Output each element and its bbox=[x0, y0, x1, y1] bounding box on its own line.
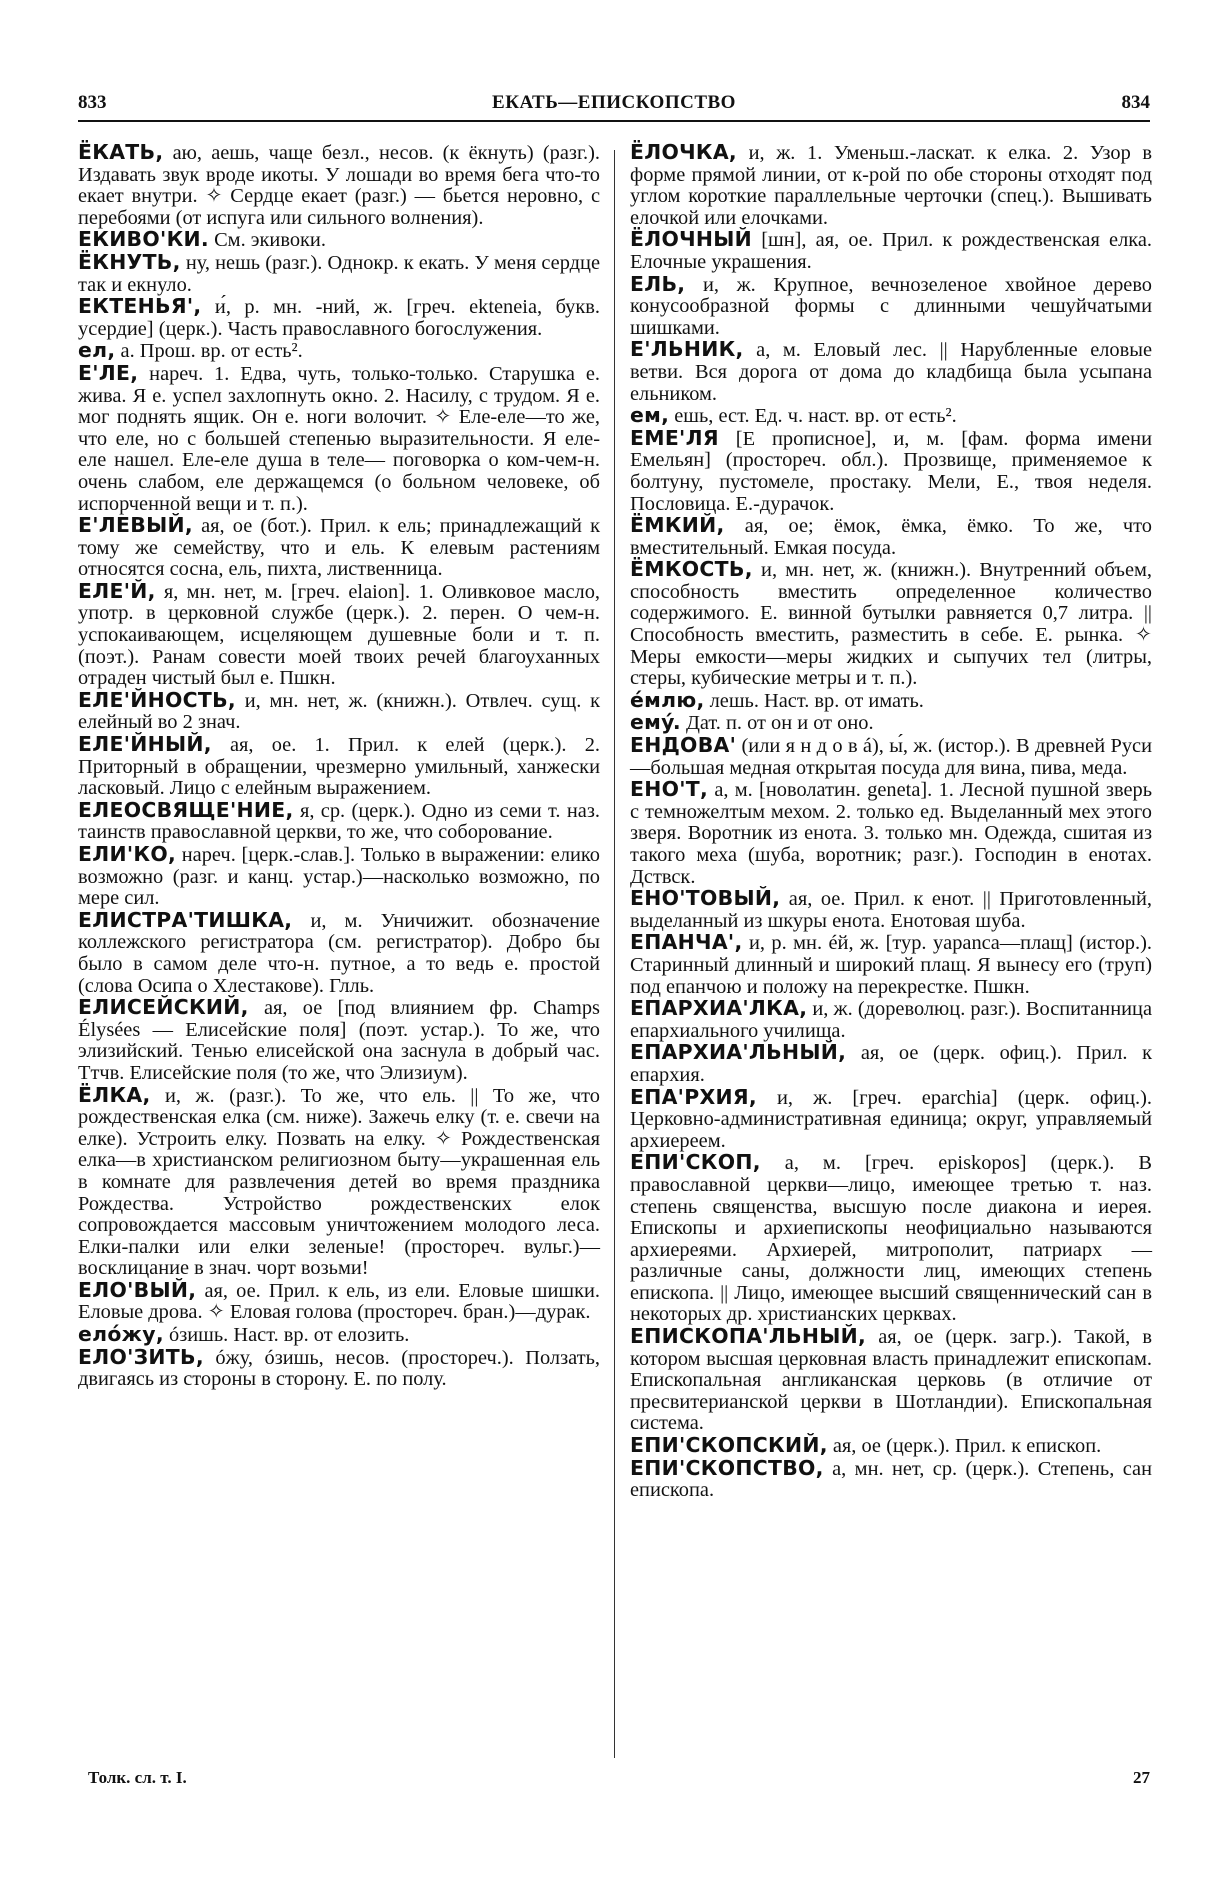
entry-definition: аю, аешь, чаще безл., несов. (к ёкнуть) (разг.). Издавать звук вроде икоты. У лошади во время бега что-то екает внутри. ✧ Сердце екает (разг.) — бьется неровно, с перебоями (от испуга или сильного волнения). bbox=[78, 142, 600, 229]
entry-headword: ел, bbox=[78, 338, 116, 363]
entry-definition: óзишь. Наст. вр. от елозить. bbox=[163, 1324, 410, 1347]
entry-headword: Е'ЛЬНИК, bbox=[630, 337, 744, 362]
entry-definition: (или я н д о в á), ы́, ж. (истор.). В древней Руси—большая медная открытая посуда для вина, пива, меда. bbox=[630, 735, 1152, 779]
dictionary-entry bbox=[630, 559, 1152, 690]
dictionary-entry bbox=[630, 425, 1152, 515]
dictionary-entry bbox=[78, 687, 600, 734]
entry-definition: и, ж. (разг.). То же, что ель. || То же, что рождественская елка (см. ниже). Зажечь елку (т. е. свечи на елке). Устроить елку. Позвать на елку. ✧ Рождественская елка—в христианском религиозном быту—украшенная ель в комнате для развлечения детей во время праздника Рождества. Устройство рождественских елок сопровождается массовым уничтожением молодого леса. Елки-палки или елки зеленые! (простореч. вульг.)— восклицание в знач. чорт возьми! bbox=[78, 1084, 600, 1280]
dictionary-entry bbox=[630, 142, 1152, 229]
entry-definition: ая, ое (церк. офиц.). Прил. к епархия. bbox=[630, 1042, 1152, 1086]
entry-headword: ЕНО'ТОВЫЙ, bbox=[630, 886, 781, 911]
entry-headword: Е'ЛЕВЫЙ, bbox=[78, 513, 193, 538]
dictionary-entry bbox=[630, 998, 1152, 1042]
entry-definition: ая, ое (бот.). Прил. к ель; принадлежащий к тому же семейству, что и ель. К елевым растениям относятся сосна, ель, пихта, лиственница. bbox=[78, 515, 600, 581]
dictionary-entry bbox=[630, 735, 1152, 779]
dictionary-entry bbox=[630, 1152, 1152, 1326]
dictionary-entry bbox=[630, 1326, 1152, 1435]
entry-headword: ЁЛОЧКА, bbox=[630, 140, 737, 164]
entry-definition: ая, ое. 1. Прил. к елей (церк.). 2. Приторный в обращении, чрезмерно умильный, ханжески ласковый. Лицо с елейным выражением. bbox=[78, 734, 600, 800]
entry-headword: ЕНДОВА' bbox=[630, 733, 737, 758]
entry-definition: и, ж. (дореволюц. разг.). Воспитанница епархиального училища. bbox=[630, 998, 1152, 1042]
entry-definition: а, м. Еловый лес. || Нарубленные еловые ветви. Вся дорога от дома до кладбища была усыпана ельником. bbox=[630, 339, 1152, 405]
entry-headword: ЕКИВО'КИ. bbox=[78, 227, 209, 252]
entry-headword: ЁМКОСТЬ, bbox=[630, 557, 753, 582]
dictionary-entry bbox=[630, 1455, 1152, 1502]
entry-definition: ну, нешь (разг.). Однокр. к екать. У меня сердце так и екнуло. bbox=[78, 251, 600, 296]
dictionary-entry bbox=[630, 712, 1152, 735]
dictionary-entry bbox=[78, 296, 600, 340]
entry-headword: ЕЛЬ, bbox=[630, 271, 686, 296]
entry-definition: нареч. 1. Едва, чуть, только-только. Старушка е. жива. Я е. успел захлопнуть окно. 2. Насилу, с трудом. Я е. мог поднять ящик. Он е. ноги волочит. ✧ Еле-еле—то же, что еле, но с большей степенью выразительности. Я еле-еле нашел. Еле-еле душа в теле— поговорка о ком-чем-н. очень слабом, еле держащемся (о больном человеке, об испорченной вещи и т. п.). bbox=[78, 362, 600, 515]
dictionary-entry bbox=[78, 907, 600, 997]
entry-headword: ЕПАРХИА'ЛКА, bbox=[630, 996, 808, 1021]
dictionary-entry bbox=[630, 932, 1152, 998]
dictionary-entry bbox=[78, 844, 600, 910]
entry-headword: ЕПИ'СКОПСКИЙ, bbox=[630, 1433, 828, 1458]
entry-definition: ая, ое (церк.). Прил. к епископ. bbox=[827, 1435, 1102, 1458]
column-divider bbox=[614, 150, 615, 1758]
entry-headword: ЕПИ'СКОПСТВО, bbox=[630, 1455, 824, 1480]
signature-mark: Толк. сл. т. I. bbox=[88, 1768, 187, 1787]
entry-headword: ЁЛКА, bbox=[78, 1082, 151, 1107]
dictionary-entry bbox=[78, 340, 600, 363]
entry-headword: елóжу, bbox=[78, 1322, 164, 1347]
entry-definition: ая, ое (церк. загр.). Такой, в котором высшая церковная власть принадлежит епископам. Епископальная англиканская церковь (в отличие от пресвитерианской церкви в Шотландии). Епископальная система. bbox=[630, 1326, 1152, 1435]
entry-headword: ЕПИ'СКОП, bbox=[630, 1150, 761, 1175]
entry-headword: ЁЛОЧНЫЙ bbox=[630, 227, 753, 252]
dictionary-entry bbox=[630, 888, 1152, 932]
entry-headword: ЕМЕ'ЛЯ bbox=[630, 425, 719, 450]
entry-definition: ая, ое [под влиянием фр. Champs Élysées — Елисейские поля] (поэт. устар.). То же, что элизийский. Тенью елисейской она заснула в добрый час. Ттчв. Елисейские поля (то же, что Элизиум). bbox=[78, 997, 600, 1084]
left-column bbox=[78, 142, 600, 1391]
page-number-left: 833 bbox=[78, 92, 107, 113]
entry-definition: [шн], ая, ое. Прил. к рождественская елка. Елочные украшения. bbox=[630, 229, 1152, 273]
dictionary-entry bbox=[78, 515, 600, 581]
entry-headword: ЁКНУТЬ, bbox=[78, 249, 181, 274]
dictionary-entry bbox=[78, 734, 600, 800]
entry-definition: а, мн. нет, ср. (церк.). Степень, сан епископа. bbox=[630, 1457, 1152, 1502]
dictionary-entry bbox=[630, 779, 1152, 888]
entry-definition: и́, р. мн. -ний, ж. [греч. ekteneia, букв. усердие] (церк.). Часть православного богослужения. bbox=[78, 296, 600, 340]
entry-headword: ЕЛЕ'ЙНОСТЬ, bbox=[78, 687, 236, 712]
entry-headword: емý. bbox=[630, 710, 681, 735]
entry-definition: и, р. мн. éй, ж. [тур. yapanca—плащ] (истор.). Старинный длинный и широкий плащ. Я вынесу его (труп) под епанчою и положу на перекрестке. Пшкн. bbox=[630, 932, 1152, 998]
entry-headword: ЁМКИЙ, bbox=[630, 513, 725, 538]
entry-definition: См. экивоки. bbox=[208, 229, 326, 252]
entry-definition: óжу, óзишь, несов. (простореч.). Ползать, двигаясь из стороны в сторону. Е. по полу. bbox=[78, 1346, 600, 1391]
dictionary-entry bbox=[78, 797, 600, 844]
entry-definition: лешь. Наст. вр. от имать. bbox=[704, 689, 924, 712]
entry-headword: ЕЛО'ЗИТЬ, bbox=[78, 1344, 204, 1369]
entry-definition: а. Прош. вр. от есть². bbox=[115, 340, 303, 363]
entry-headword: ЕКТЕНЬЯ', bbox=[78, 294, 202, 319]
entry-definition: и, мн. нет, ж. (книжн.). Внутренний объем, способность вместить определенное количество содержимого. Е. винной бутылки равняется 0,7 литра. || Способность вместить, разместить в себе. Е. рынка. ✧ Меры емкости—меры жидких и сыпучих тел (литры, стеры, кубические метры и т. п.). bbox=[630, 559, 1152, 690]
running-title: ЕКАТЬ—ЕПИСКОПСТВО bbox=[492, 92, 736, 113]
entry-definition: ая, ое. Прил. к енот. || Приготовленный, выделанный из шкуры енота. Енотовая шуба. bbox=[630, 888, 1152, 932]
entry-headword: ЕЛЕ'Й, bbox=[78, 578, 156, 603]
dictionary-entry bbox=[78, 229, 600, 252]
entry-definition: ая, ое. Прил. к ель, из ели. Еловые шишки. Еловые дрова. ✧ Еловая голова (простореч. бран.)—дурак. bbox=[78, 1279, 600, 1324]
entry-definition: ешь, ест. Ед. ч. наст. вр. от есть². bbox=[669, 405, 957, 428]
entry-definition: и, ж. Крупное, вечнозеленое хвойное дерево конусообразной формы с длинными чешуйчатыми шишками. bbox=[630, 273, 1152, 339]
entry-headword: ЕПАРХИА'ЛЬНЫЙ, bbox=[630, 1040, 847, 1065]
sheet-number: 27 bbox=[1133, 1768, 1150, 1787]
entry-headword: ЕНО'Т, bbox=[630, 777, 709, 802]
entry-headword: ЕЛИСТРА'ТИШКА, bbox=[78, 907, 293, 932]
entry-headword: ЕЛЕОСВЯЩЕ'НИЕ, bbox=[78, 797, 294, 822]
page-header bbox=[78, 86, 1150, 122]
entry-definition: и, мн. нет, ж. (книжн.). Отвлеч. сущ. к елейный во 2 знач. bbox=[78, 689, 600, 734]
entry-definition: [Е прописное], и, м. [фам. форма имени Емельян] (простореч. обл.). Прозвище, применяемое к болтуну, пустомеле, простаку. Мели, Е., твоя неделя. Пословица. Е.-дурачок. bbox=[630, 427, 1152, 515]
dictionary-entry bbox=[630, 339, 1152, 405]
dictionary-entry bbox=[78, 578, 600, 690]
dictionary-entry bbox=[630, 271, 1152, 340]
entry-headword: ЕЛИ'КО, bbox=[78, 842, 177, 866]
dictionary-entry bbox=[78, 1324, 600, 1347]
entry-definition: а, м. [новолатин. geneta]. 1. Лесной пушной зверь с темножелтым мехом. 2. только ед. Выделанный мех этого зверя. Воротник из енота. 3. только мн. Одежда, сшитая из такого меха (шуба, воротник; разг.). Господин в енотах. Дствск. bbox=[630, 779, 1152, 888]
entry-definition: а, м. [греч. episkopos] (церк.). В православной церкви—лицо, имеющее третью т. наз. степень священства, высшую после диакона и иерея. Епископы и архиепископы неофициально называются архиереями. Архиерей, митрополит, патриарх — различные саны, должности лиц, имеющих степень епископа. || Лицо, имеющее высший священнический сан в некоторых др. христианских церквах. bbox=[630, 1152, 1152, 1326]
entry-definition: и, м. Уничижит. обозначение коллежского регистратора (см. регистратор). Добро бы было в самом деле что-н. путное, а то ведь е. простой (слова Осипа о Хлестакове). Глль. bbox=[78, 909, 600, 997]
entry-definition: нареч. [церк.-слав.]. Только в выражении: елико возможно (разг. и канц. устар.)—насколько возможно, по мере сил. bbox=[78, 844, 600, 910]
entry-headword: ЕЛЕ'ЙНЫЙ, bbox=[78, 732, 212, 757]
entry-headword: ЕПАНЧА', bbox=[630, 930, 743, 955]
entry-headword: Е'ЛЕ, bbox=[78, 360, 139, 385]
dictionary-entry bbox=[78, 1277, 600, 1324]
entry-definition: я, мн. нет, м. [греч. elaion]. 1. Оливковое масло, употр. в церковной службе (церк.). 2. перен. О чем-н. успокаивающем, исцеляющем душевные боли и т. п. (поэт.). Ранам совести моей твоих речей благоуханных отраден чистый был е. Пшкн. bbox=[78, 580, 600, 690]
dictionary-entry bbox=[78, 142, 600, 229]
entry-headword: ЕПА'РХИЯ, bbox=[630, 1084, 757, 1109]
dictionary-entry bbox=[630, 1435, 1152, 1458]
entry-definition: ая, ое; ёмок, ёмка, ёмко. То же, что вместительный. Емкая посуда. bbox=[630, 515, 1152, 559]
dictionary-entry bbox=[78, 360, 600, 515]
page-number-right: 834 bbox=[1121, 92, 1150, 113]
dictionary-entry bbox=[78, 249, 600, 296]
entry-headword: ЕПИСКОПА'ЛЬНЫЙ, bbox=[630, 1324, 867, 1349]
dictionary-entry bbox=[630, 1042, 1152, 1086]
dictionary-entry bbox=[78, 1344, 600, 1391]
entry-headword: ЁКАТЬ, bbox=[78, 140, 164, 164]
dictionary-entry bbox=[630, 687, 1152, 713]
entry-headword: ЕЛО'ВЫЙ, bbox=[78, 1277, 197, 1302]
dictionary-entry bbox=[630, 515, 1152, 559]
dictionary-entry bbox=[630, 405, 1152, 428]
entry-headword: ем, bbox=[630, 403, 670, 428]
entry-definition: и, ж. [греч. eparchia] (церк. офиц.). Церковно-административная единица; округ, управляемый архиереем. bbox=[630, 1086, 1152, 1152]
entry-definition: Дат. п. от он и от оно. bbox=[680, 712, 874, 735]
entry-definition: и, ж. 1. Уменьш.-ласкат. к елка. 2. Узор в форме прямой линии, от к-рой по обе стороны отходят под углом короткие параллельные черточки (спец.). Вышивать елочкой или елочками. bbox=[630, 142, 1152, 229]
dictionary-entry bbox=[630, 1084, 1152, 1153]
right-column bbox=[630, 142, 1152, 1502]
dictionary-entry bbox=[78, 1082, 600, 1280]
entry-definition: я, ср. (церк.). Одно из семи т. наз. таинств православной церкви, то же, что соборование. bbox=[78, 799, 600, 844]
entry-headword: ЕЛИСЕЙСКИЙ, bbox=[78, 995, 249, 1020]
entry-headword: éмлю, bbox=[630, 687, 705, 712]
dictionary-entry bbox=[630, 229, 1152, 273]
dictionary-entry bbox=[78, 997, 600, 1084]
